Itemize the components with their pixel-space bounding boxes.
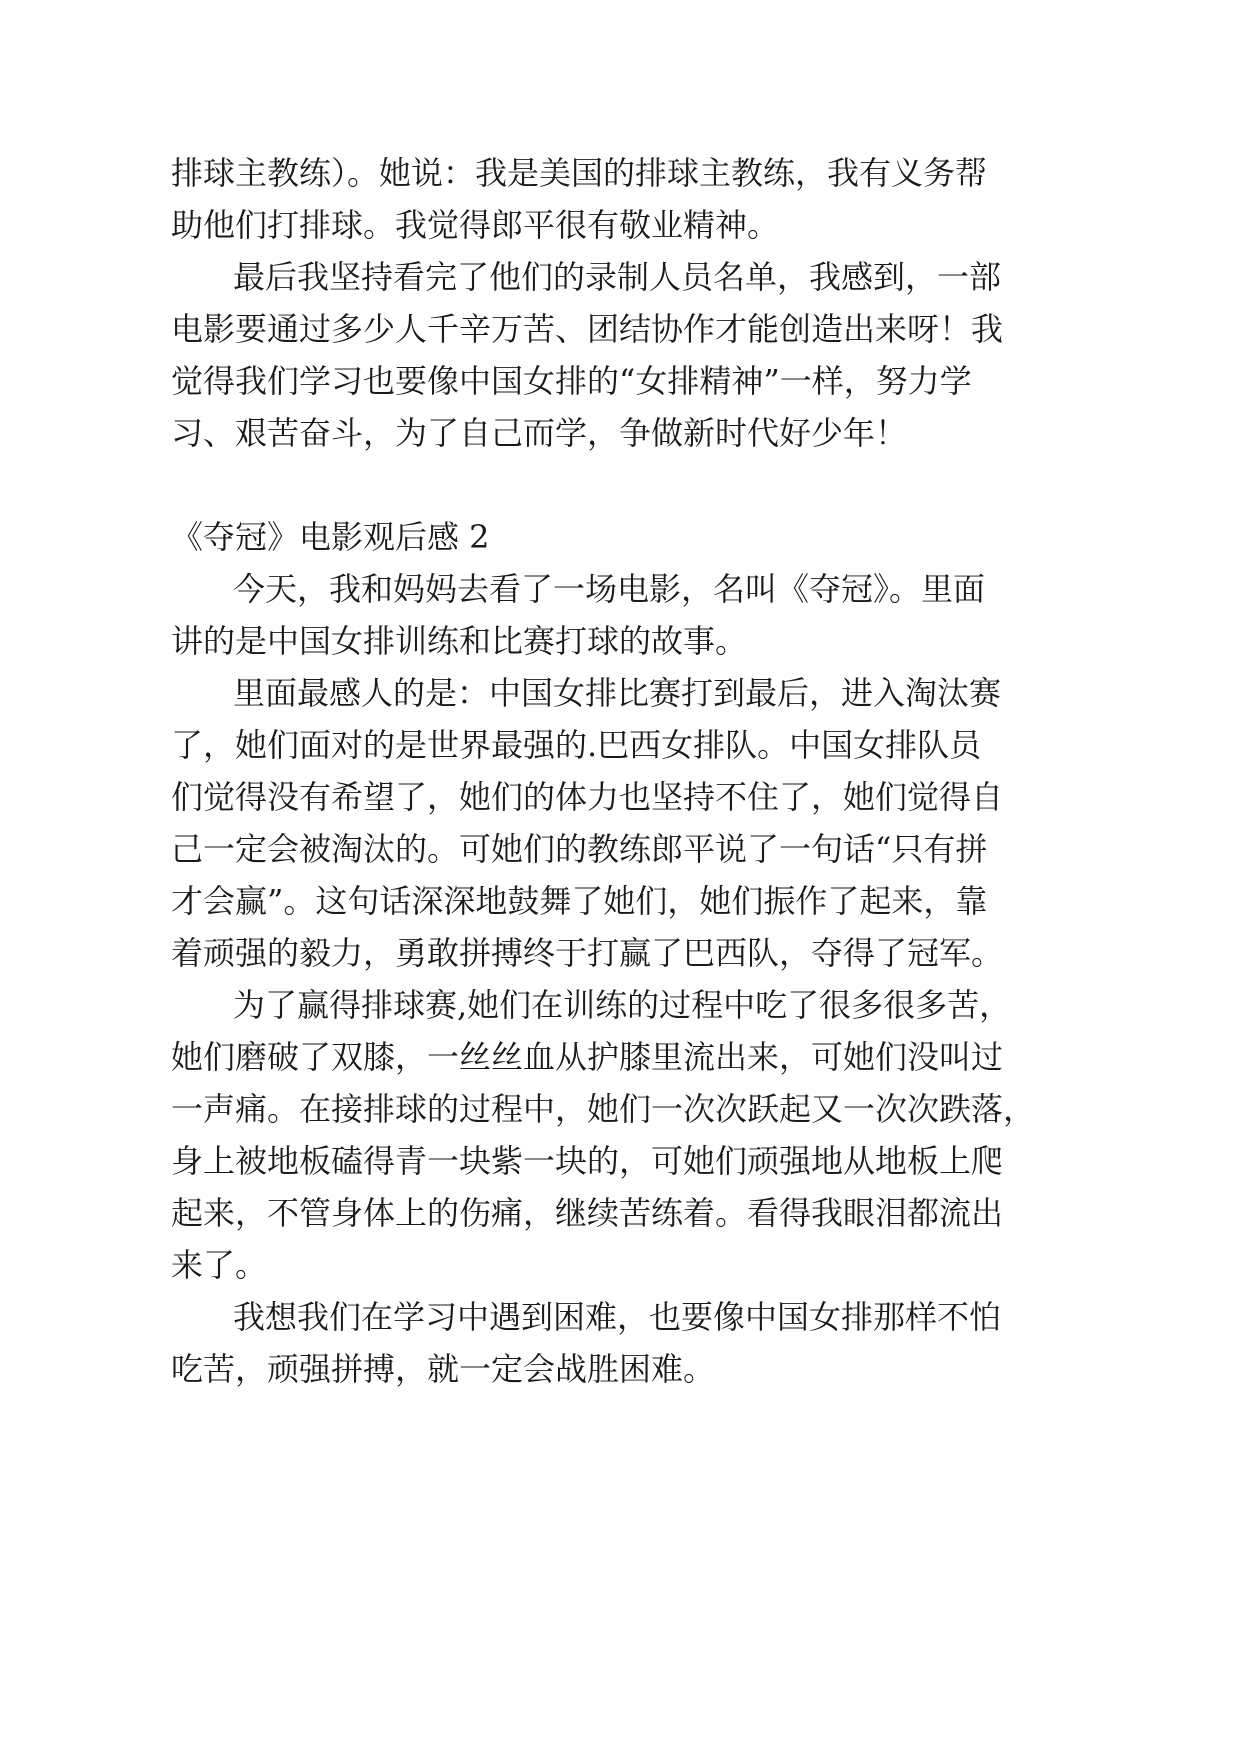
paragraph-start-line: 我想我们在学习中遇到困难，也要像中国女排那样不怕: [233, 1298, 1002, 1336]
text-line: 身上被地板磕得青一块紫一块的，可她们顽强地从地板上爬: [171, 1142, 1004, 1180]
text-line: 助他们打排球。我觉得郎平很有敬业精神。: [171, 206, 780, 244]
essay-title: 《夺冠》电影观后感 2: [171, 518, 490, 556]
text-line: 她们磨破了双膝，一丝丝血从护膝里流出来，可她们没叫过: [171, 1038, 1004, 1076]
text-line: 讲的是中国女排训练和比赛打球的故事。: [171, 622, 748, 660]
text-line: 着顽强的毅力，勇敢拼搏终于打赢了巴西队，夺得了冠军。: [171, 934, 1004, 972]
text-line: 电影要通过多少人千辛万苦、团结协作才能创造出来呀！我: [171, 310, 1004, 348]
text-line: 觉得我们学习也要像中国女排的“女排精神”一样，努力学: [171, 362, 972, 400]
text-line: 才会赢”。这句话深深地鼓舞了她们，她们振作了起来，靠: [171, 882, 988, 920]
paragraph-start-line: 里面最感人的是：中国女排比赛打到最后，进入淘汰赛: [233, 674, 1002, 712]
text-line: 们觉得没有希望了，她们的体力也坚持不住了，她们觉得自: [171, 778, 1004, 816]
paragraph-start-line: 最后我坚持看完了他们的录制人员名单，我感到，一部: [233, 258, 1002, 296]
text-line: 起来，不管身体上的伤痛，继续苦练着。看得我眼泪都流出: [171, 1194, 1004, 1232]
text-line: 了，她们面对的是世界最强的.巴西女排队。中国女排队员: [171, 726, 982, 764]
paragraph-start-line: 今天，我和妈妈去看了一场电影，名叫《夺冠》。里面: [233, 570, 986, 608]
text-line: 习、艰苦奋斗，为了自己而学，争做新时代好少年！: [171, 414, 908, 452]
text-line: 排球主教练）。她说：我是美国的排球主教练，我有义务帮: [171, 154, 988, 192]
text-line: 一声痛。在接排球的过程中，她们一次次跃起又一次次跌落，: [171, 1090, 1036, 1128]
text-line: 己一定会被淘汰的。可她们的教练郎平说了一句话“只有拼: [171, 830, 988, 868]
text-line: 吃苦，顽强拼搏，就一定会战胜困难。: [171, 1350, 716, 1388]
text-line: 来了。: [171, 1246, 268, 1284]
paragraph-start-line: 为了赢得排球赛,她们在训练的过程中吃了很多很多苦，: [233, 986, 1012, 1024]
